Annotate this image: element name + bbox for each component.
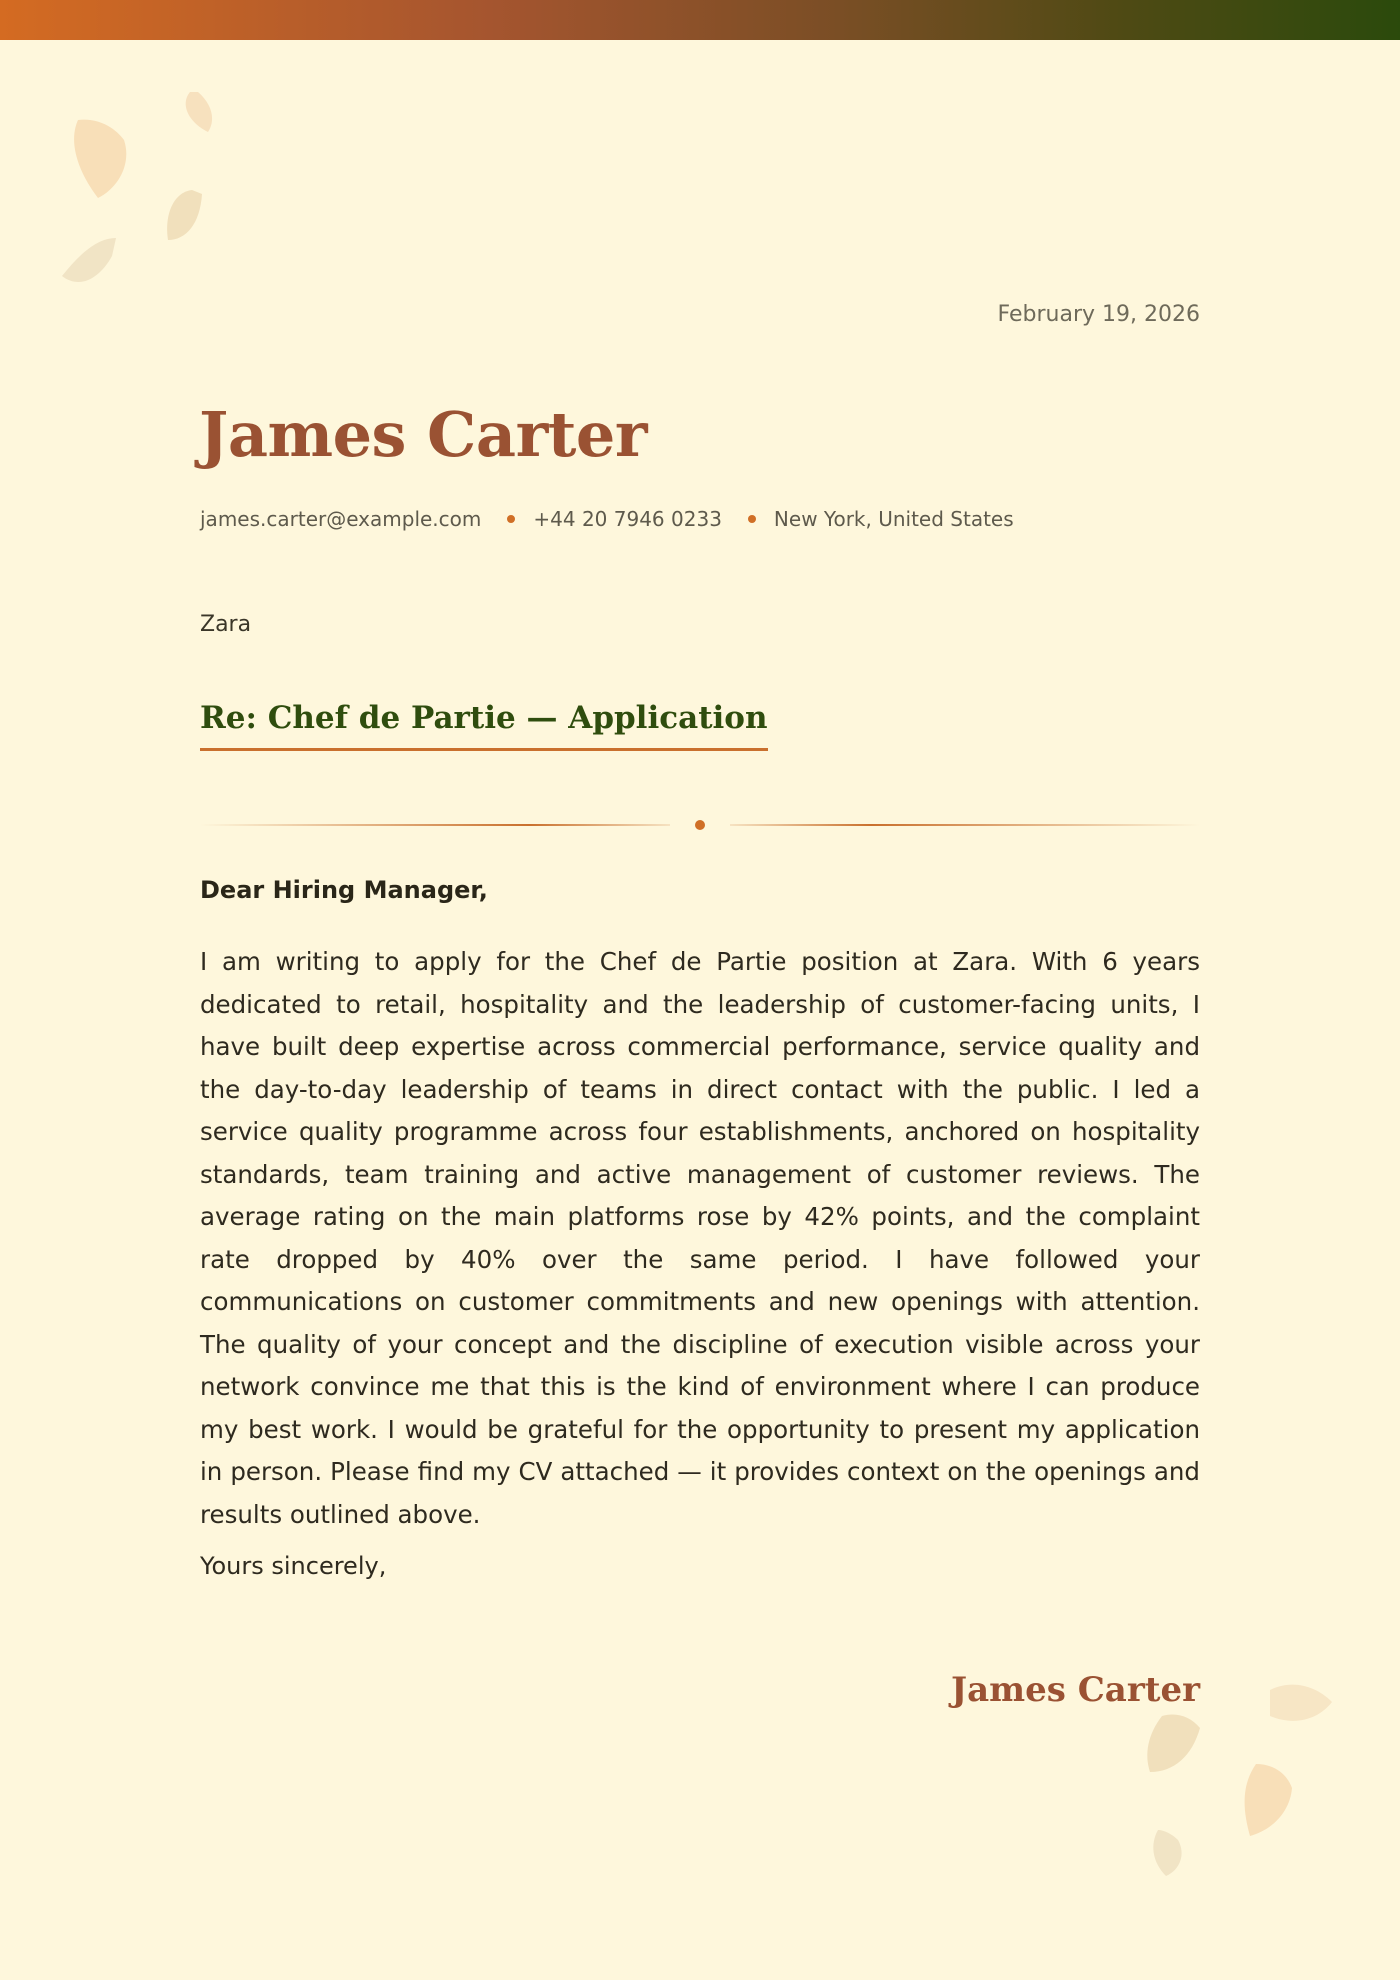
top-gradient-bar — [0, 0, 1400, 40]
divider-line-left — [200, 824, 670, 826]
bullet-dot-icon — [507, 515, 515, 523]
divider-dot-icon — [695, 820, 705, 830]
sender-name: James Carter — [199, 398, 647, 471]
bullet-dot-icon — [748, 515, 756, 523]
letter-date: February 19, 2026 — [997, 302, 1200, 327]
salutation: Dear Hiring Manager, — [200, 876, 488, 904]
sender-location: New York, United States — [773, 507, 1014, 531]
letter-body: I am writing to apply for the Chef de Partie position at Zara. With 6 years dedicated to retail, hospitality and the leadership of customer-facing units, I have built deep expertise across commercial performance, service quality and the day-to-day leadership of teams in direct contact with the public. I led a service quality programme across four establishments, anchored on hospitality standards, team training and active management of customer reviews. The average rating on the main platforms rose by 42% points, and the complaint rate dropped by 40% over the same period. I have followed your communications on customer commitments and new openings with attention. The quality of your concept and the discipline of execution visible across your network convince me that this is the kind of environment where I can produce my best work. I would be grateful for the opportunity to present my application in person. Please find my CV attached — it provides context on the openings and results outlined above. — [200, 947, 1200, 1529]
sender-email: james.carter@example.com — [200, 507, 482, 531]
closing: Yours sincerely, — [200, 1552, 387, 1580]
divider-line-right — [730, 824, 1200, 826]
recipient: Zara — [200, 612, 252, 637]
signature: James Carter — [951, 1670, 1200, 1710]
decorative-leaves-icon — [1130, 1680, 1370, 1900]
subject-line: Re: Chef de Partie — Application — [200, 700, 768, 751]
sender-phone: +44 20 7946 0233 — [533, 507, 722, 531]
decorative-leaves-icon — [40, 80, 240, 300]
ornamental-divider — [200, 822, 1200, 828]
contact-line — [200, 507, 1014, 531]
